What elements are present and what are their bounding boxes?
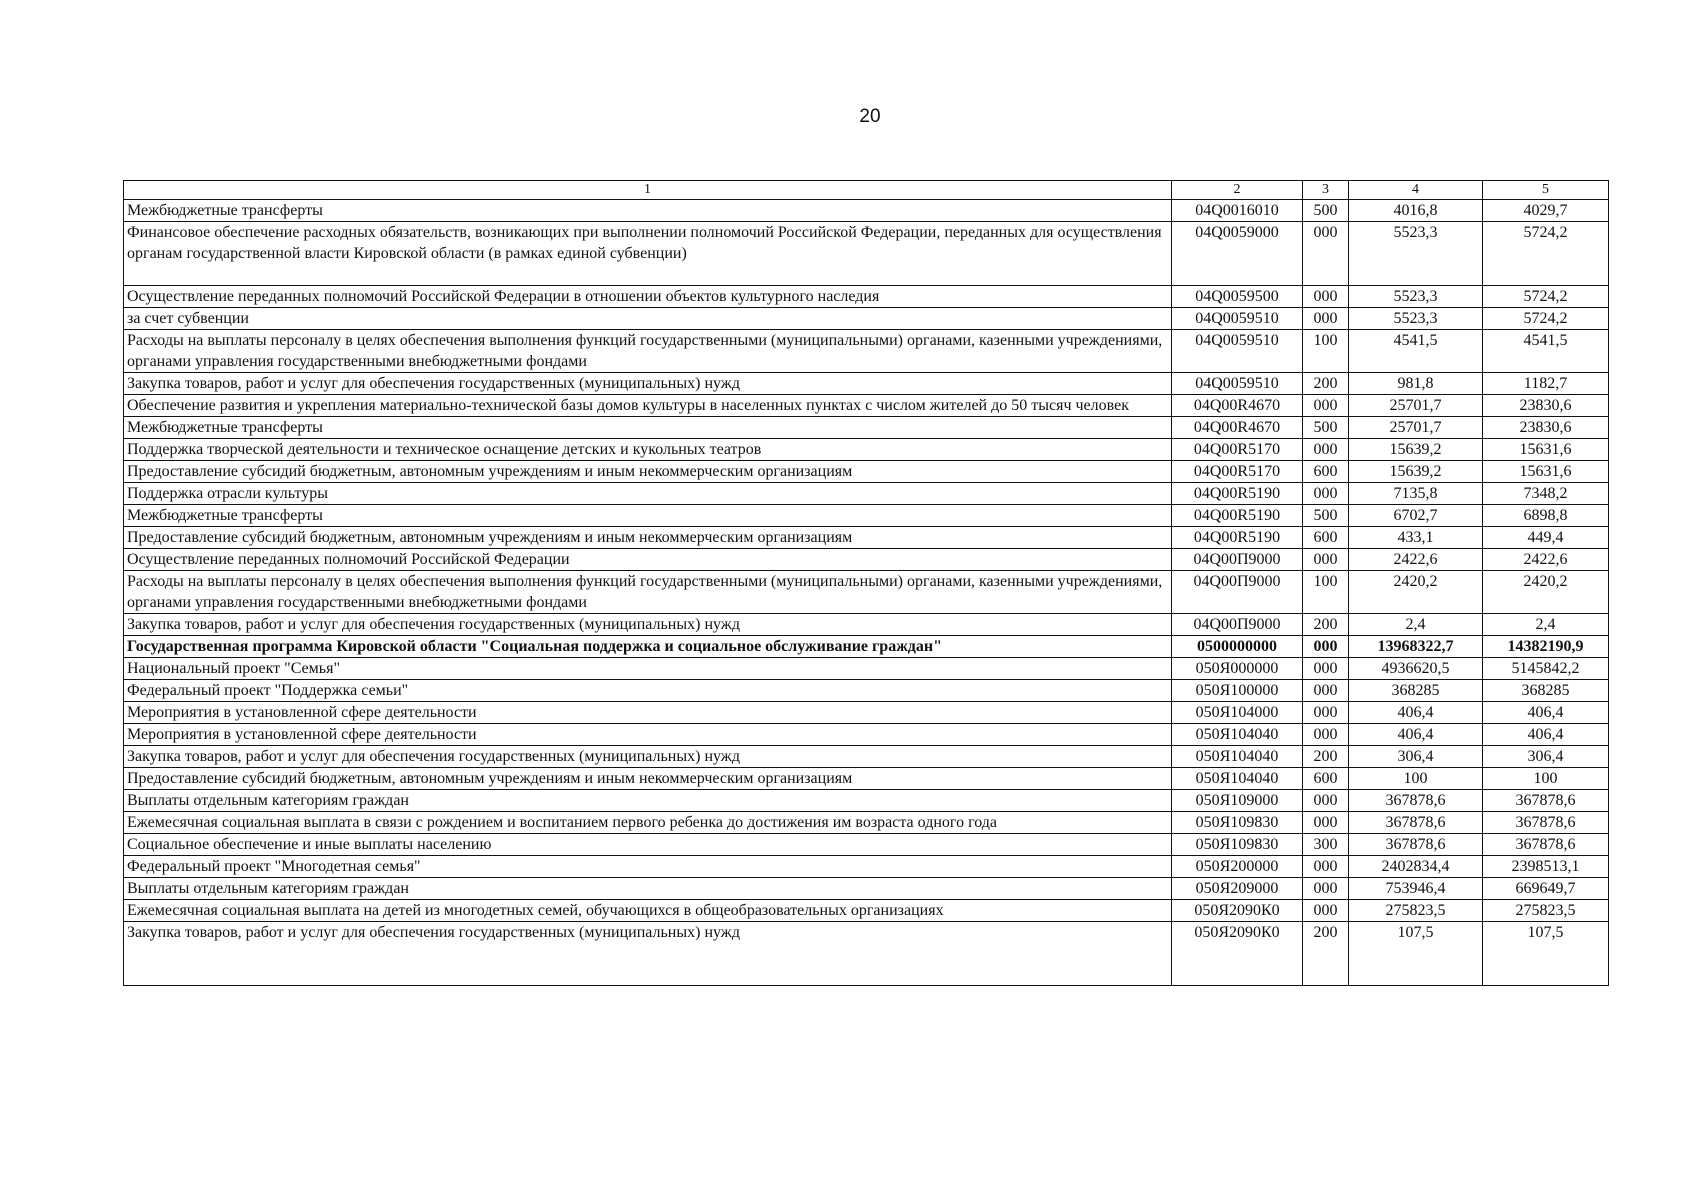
cell-code: 050Я100000 xyxy=(1172,680,1303,702)
table-body xyxy=(124,200,1609,986)
cell-amount-col-4: 25701,7 xyxy=(1349,395,1483,417)
cell-name: Закупка товаров, работ и услуг для обеспечения государственных (муниципальных) нужд xyxy=(124,746,1172,768)
header-col-3: 3 xyxy=(1303,181,1349,200)
cell-amount-col-5: 1182,7 xyxy=(1483,373,1609,395)
cell-amount-col-4: 13968322,7 xyxy=(1349,636,1483,658)
cell-expense-type: 100 xyxy=(1303,571,1349,614)
cell-name: Обеспечение развития и укрепления материально-технической базы домов культуры в населенных пунктах с числом жителей до 50 тысяч человек xyxy=(124,395,1172,417)
cell-code: 050Я104040 xyxy=(1172,746,1303,768)
table-row xyxy=(124,439,1609,461)
cell-name: Поддержка отрасли культуры xyxy=(124,483,1172,505)
cell-expense-type: 000 xyxy=(1303,658,1349,680)
cell-code: 04Q00R4670 xyxy=(1172,395,1303,417)
cell-amount-col-4: 367878,6 xyxy=(1349,834,1483,856)
cell-code: 04Q0059510 xyxy=(1172,308,1303,330)
cell-amount-col-5: 4541,5 xyxy=(1483,330,1609,373)
cell-amount-col-4: 4936620,5 xyxy=(1349,658,1483,680)
cell-amount-col-4: 25701,7 xyxy=(1349,417,1483,439)
cell-code: 04Q00R5190 xyxy=(1172,505,1303,527)
cell-name: Ежемесячная социальная выплата в связи с рождением и воспитанием первого ребенка до достижения им возраста одного года xyxy=(124,812,1172,834)
cell-amount-col-4: 367878,6 xyxy=(1349,790,1483,812)
cell-code: 04Q00П9000 xyxy=(1172,549,1303,571)
cell-amount-col-4: 433,1 xyxy=(1349,527,1483,549)
cell-expense-type: 200 xyxy=(1303,373,1349,395)
cell-name: Предоставление субсидий бюджетным, автономным учреждениям и иным некоммерческим организациям xyxy=(124,768,1172,790)
cell-code: 050Я200000 xyxy=(1172,856,1303,878)
cell-code: 050Я000000 xyxy=(1172,658,1303,680)
cell-expense-type: 000 xyxy=(1303,308,1349,330)
cell-amount-col-4: 4016,8 xyxy=(1349,200,1483,222)
cell-code: 04Q0059000 xyxy=(1172,222,1303,286)
table-row xyxy=(124,330,1609,373)
cell-expense-type: 000 xyxy=(1303,900,1349,922)
cell-expense-type: 000 xyxy=(1303,790,1349,812)
table-row xyxy=(124,768,1609,790)
cell-name: за счет субвенции xyxy=(124,308,1172,330)
cell-name: Расходы на выплаты персоналу в целях обеспечения выполнения функций государственными (муниципальными) органами, казенными учреждениями, органами управления государственными внебюджетными фондами xyxy=(124,571,1172,614)
cell-amount-col-4: 2402834,4 xyxy=(1349,856,1483,878)
cell-amount-col-5: 406,4 xyxy=(1483,724,1609,746)
cell-expense-type: 000 xyxy=(1303,439,1349,461)
budget-table xyxy=(123,180,1609,986)
cell-amount-col-4: 306,4 xyxy=(1349,746,1483,768)
cell-amount-col-5: 23830,6 xyxy=(1483,417,1609,439)
cell-amount-col-5: 2398513,1 xyxy=(1483,856,1609,878)
header-col-1: 1 xyxy=(124,181,1172,200)
table-row xyxy=(124,922,1609,986)
cell-name: Закупка товаров, работ и услуг для обеспечения государственных (муниципальных) нужд xyxy=(124,922,1172,986)
cell-amount-col-5: 367878,6 xyxy=(1483,790,1609,812)
cell-amount-col-4: 2420,2 xyxy=(1349,571,1483,614)
cell-amount-col-4: 406,4 xyxy=(1349,724,1483,746)
cell-code: 04Q0016010 xyxy=(1172,200,1303,222)
cell-code: 04Q00П9000 xyxy=(1172,571,1303,614)
cell-amount-col-5: 23830,6 xyxy=(1483,395,1609,417)
table-row xyxy=(124,549,1609,571)
cell-amount-col-4: 753946,4 xyxy=(1349,878,1483,900)
cell-expense-type: 500 xyxy=(1303,417,1349,439)
cell-code: 04Q00R4670 xyxy=(1172,417,1303,439)
cell-code: 050Я104000 xyxy=(1172,702,1303,724)
cell-amount-col-5: 14382190,9 xyxy=(1483,636,1609,658)
table-row xyxy=(124,308,1609,330)
cell-amount-col-4: 275823,5 xyxy=(1349,900,1483,922)
cell-amount-col-5: 5724,2 xyxy=(1483,308,1609,330)
cell-amount-col-4: 2422,6 xyxy=(1349,549,1483,571)
cell-code: 04Q00П9000 xyxy=(1172,614,1303,636)
table-row xyxy=(124,373,1609,395)
cell-amount-col-4: 5523,3 xyxy=(1349,286,1483,308)
cell-name: Финансовое обеспечение расходных обязательств, возникающих при выполнении полномочий Российской Федерации, переданных для осуществления органам государственной власти Кировской области (в рамках единой субвенции) xyxy=(124,222,1172,286)
cell-amount-col-5: 15631,6 xyxy=(1483,461,1609,483)
cell-name: Выплаты отдельным категориям граждан xyxy=(124,878,1172,900)
cell-amount-col-5: 5145842,2 xyxy=(1483,658,1609,680)
cell-amount-col-5: 15631,6 xyxy=(1483,439,1609,461)
table-row xyxy=(124,658,1609,680)
cell-amount-col-5: 2422,6 xyxy=(1483,549,1609,571)
cell-amount-col-5: 368285 xyxy=(1483,680,1609,702)
cell-amount-col-4: 981,8 xyxy=(1349,373,1483,395)
table-row xyxy=(124,527,1609,549)
cell-amount-col-5: 367878,6 xyxy=(1483,834,1609,856)
cell-amount-col-5: 107,5 xyxy=(1483,922,1609,986)
cell-expense-type: 000 xyxy=(1303,395,1349,417)
cell-name: Национальный проект "Семья" xyxy=(124,658,1172,680)
cell-code: 050Я109000 xyxy=(1172,790,1303,812)
cell-code: 04Q0059500 xyxy=(1172,286,1303,308)
table-header-row xyxy=(124,181,1609,200)
cell-expense-type: 000 xyxy=(1303,856,1349,878)
cell-amount-col-5: 2420,2 xyxy=(1483,571,1609,614)
cell-amount-col-5: 5724,2 xyxy=(1483,286,1609,308)
cell-expense-type: 000 xyxy=(1303,680,1349,702)
table-row xyxy=(124,746,1609,768)
cell-expense-type: 300 xyxy=(1303,834,1349,856)
cell-expense-type: 000 xyxy=(1303,702,1349,724)
cell-expense-type: 200 xyxy=(1303,922,1349,986)
cell-code: 04Q0059510 xyxy=(1172,373,1303,395)
cell-amount-col-5: 4029,7 xyxy=(1483,200,1609,222)
cell-amount-col-4: 15639,2 xyxy=(1349,461,1483,483)
cell-amount-col-5: 669649,7 xyxy=(1483,878,1609,900)
cell-code: 04Q00R5170 xyxy=(1172,439,1303,461)
cell-expense-type: 000 xyxy=(1303,286,1349,308)
cell-name: Предоставление субсидий бюджетным, автономным учреждениям и иным некоммерческим организациям xyxy=(124,461,1172,483)
cell-expense-type: 000 xyxy=(1303,878,1349,900)
cell-name: Федеральный проект "Многодетная семья" xyxy=(124,856,1172,878)
cell-amount-col-5: 7348,2 xyxy=(1483,483,1609,505)
cell-name: Осуществление переданных полномочий Российской Федерации в отношении объектов культурного наследия xyxy=(124,286,1172,308)
cell-expense-type: 100 xyxy=(1303,330,1349,373)
cell-name: Федеральный проект "Поддержка семьи" xyxy=(124,680,1172,702)
cell-code: 050Я2090К0 xyxy=(1172,922,1303,986)
cell-amount-col-4: 6702,7 xyxy=(1349,505,1483,527)
cell-expense-type: 500 xyxy=(1303,200,1349,222)
cell-amount-col-5: 367878,6 xyxy=(1483,812,1609,834)
cell-amount-col-4: 406,4 xyxy=(1349,702,1483,724)
table-row xyxy=(124,680,1609,702)
cell-expense-type: 000 xyxy=(1303,222,1349,286)
cell-amount-col-4: 4541,5 xyxy=(1349,330,1483,373)
cell-name: Закупка товаров, работ и услуг для обеспечения государственных (муниципальных) нужд xyxy=(124,373,1172,395)
cell-expense-type: 600 xyxy=(1303,768,1349,790)
cell-code: 050Я109830 xyxy=(1172,834,1303,856)
cell-name: Ежемесячная социальная выплата на детей из многодетных семей, обучающихся в общеобразовательных организациях xyxy=(124,900,1172,922)
cell-name: Закупка товаров, работ и услуг для обеспечения государственных (муниципальных) нужд xyxy=(124,614,1172,636)
cell-name: Межбюджетные трансферты xyxy=(124,417,1172,439)
header-col-5: 5 xyxy=(1483,181,1609,200)
cell-name: Социальное обеспечение и иные выплаты населению xyxy=(124,834,1172,856)
table-row xyxy=(124,571,1609,614)
cell-amount-col-4: 5523,3 xyxy=(1349,222,1483,286)
cell-name: Мероприятия в установленной сфере деятельности xyxy=(124,702,1172,724)
cell-amount-col-4: 107,5 xyxy=(1349,922,1483,986)
cell-code: 050Я104040 xyxy=(1172,768,1303,790)
cell-code: 04Q00R5190 xyxy=(1172,483,1303,505)
cell-name: Осуществление переданных полномочий Российской Федерации xyxy=(124,549,1172,571)
cell-code: 050Я209000 xyxy=(1172,878,1303,900)
table-row xyxy=(124,483,1609,505)
table-row xyxy=(124,900,1609,922)
cell-name: Межбюджетные трансферты xyxy=(124,200,1172,222)
cell-expense-type: 200 xyxy=(1303,614,1349,636)
table-row xyxy=(124,790,1609,812)
table-row xyxy=(124,222,1609,286)
table-row xyxy=(124,395,1609,417)
table-row xyxy=(124,200,1609,222)
cell-amount-col-5: 306,4 xyxy=(1483,746,1609,768)
cell-code: 0500000000 xyxy=(1172,636,1303,658)
cell-amount-col-5: 275823,5 xyxy=(1483,900,1609,922)
page-number: 20 xyxy=(859,106,881,127)
cell-amount-col-4: 5523,3 xyxy=(1349,308,1483,330)
cell-expense-type: 000 xyxy=(1303,812,1349,834)
cell-amount-col-4: 100 xyxy=(1349,768,1483,790)
cell-name: Межбюджетные трансферты xyxy=(124,505,1172,527)
cell-name: Выплаты отдельным категориям граждан xyxy=(124,790,1172,812)
table-row xyxy=(124,636,1609,658)
cell-expense-type: 200 xyxy=(1303,746,1349,768)
cell-amount-col-5: 6898,8 xyxy=(1483,505,1609,527)
cell-code: 050Я104040 xyxy=(1172,724,1303,746)
cell-name: Расходы на выплаты персоналу в целях обеспечения выполнения функций государственными (муниципальными) органами, казенными учреждениями, органами управления государственными внебюджетными фондами xyxy=(124,330,1172,373)
cell-amount-col-4: 7135,8 xyxy=(1349,483,1483,505)
cell-name: Предоставление субсидий бюджетным, автономным учреждениям и иным некоммерческим организациям xyxy=(124,527,1172,549)
cell-name: Мероприятия в установленной сфере деятельности xyxy=(124,724,1172,746)
table-row xyxy=(124,724,1609,746)
cell-amount-col-4: 15639,2 xyxy=(1349,439,1483,461)
cell-amount-col-5: 100 xyxy=(1483,768,1609,790)
cell-code: 04Q00R5170 xyxy=(1172,461,1303,483)
table-row xyxy=(124,417,1609,439)
cell-amount-col-5: 2,4 xyxy=(1483,614,1609,636)
cell-name: Поддержка творческой деятельности и техническое оснащение детских и кукольных театров xyxy=(124,439,1172,461)
cell-expense-type: 600 xyxy=(1303,461,1349,483)
table-row xyxy=(124,834,1609,856)
cell-expense-type: 000 xyxy=(1303,483,1349,505)
cell-amount-col-5: 449,4 xyxy=(1483,527,1609,549)
cell-expense-type: 500 xyxy=(1303,505,1349,527)
cell-name: Государственная программа Кировской области "Социальная поддержка и социальное обслуживание граждан" xyxy=(124,636,1172,658)
cell-expense-type: 600 xyxy=(1303,527,1349,549)
cell-code: 04Q0059510 xyxy=(1172,330,1303,373)
table-row xyxy=(124,505,1609,527)
table-row xyxy=(124,614,1609,636)
cell-amount-col-4: 367878,6 xyxy=(1349,812,1483,834)
table-row xyxy=(124,702,1609,724)
cell-amount-col-4: 368285 xyxy=(1349,680,1483,702)
table-row xyxy=(124,286,1609,308)
cell-expense-type: 000 xyxy=(1303,724,1349,746)
cell-code: 050Я2090К0 xyxy=(1172,900,1303,922)
table-row xyxy=(124,878,1609,900)
cell-code: 050Я109830 xyxy=(1172,812,1303,834)
table-row xyxy=(124,856,1609,878)
header-col-2: 2 xyxy=(1172,181,1303,200)
table-row xyxy=(124,461,1609,483)
header-col-4: 4 xyxy=(1349,181,1483,200)
cell-amount-col-4: 2,4 xyxy=(1349,614,1483,636)
cell-amount-col-5: 406,4 xyxy=(1483,702,1609,724)
cell-amount-col-5: 5724,2 xyxy=(1483,222,1609,286)
cell-expense-type: 000 xyxy=(1303,549,1349,571)
cell-expense-type: 000 xyxy=(1303,636,1349,658)
cell-code: 04Q00R5190 xyxy=(1172,527,1303,549)
table-row xyxy=(124,812,1609,834)
